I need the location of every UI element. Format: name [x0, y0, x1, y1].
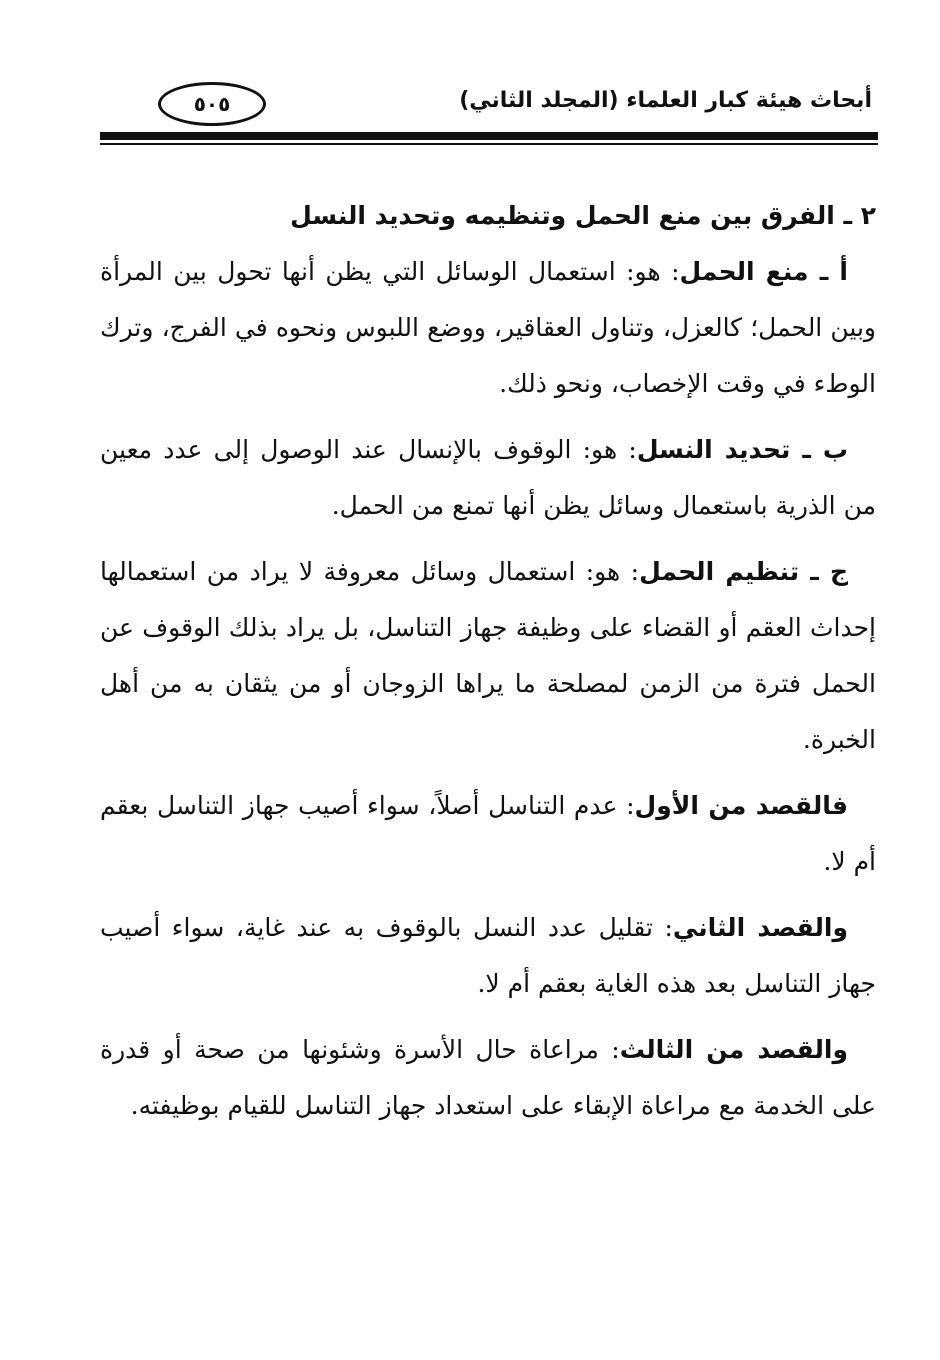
paragraph-text: : هو: استعمال الوسائل التي يظن أنها تحول بين المرأة وبين الحمل؛ كالعزل، وتناول العقاقير، ووضع اللبوس ونحوه في الفرج، وترك الوطء في وقت الإخصاب، ونحو ذلك. [100, 257, 876, 398]
term-label: والقصد الثاني [672, 913, 848, 942]
term-label: ب ـ تحديد النسل [636, 435, 848, 464]
paragraph-text: : تقليل عدد النسل بالوقوف به عند غاية، سواء أصيب جهاز التناسل بعد هذه الغاية بعقم أم لا. [100, 913, 876, 998]
paragraph-purpose-second [100, 900, 876, 1012]
header-rule-thin [100, 143, 878, 145]
running-title: أبحاث هيئة كبار العلماء (المجلد الثاني) [459, 88, 872, 113]
section-heading: ٢ ـ الفرق بين منع الحمل وتنظيمه وتحديد النسل [290, 201, 876, 230]
paragraph-text: : مراعاة حال الأسرة وشئونها من صحة أو قدرة على الخدمة مع مراعاة الإبقاء على استعداد جهاز التناسل للقيام بوظيفته. [100, 1035, 876, 1120]
header-rule-thick [100, 132, 878, 140]
paragraph-birth-regulation [100, 544, 876, 768]
term-label: فالقصد من الأول [634, 791, 848, 820]
paragraph-text: : هو: الوقوف بالإنسال عند الوصول إلى عدد معين من الذرية باستعمال وسائل يظن أنها تمنع من الحمل. [100, 435, 876, 520]
term-label: ج ـ تنظيم الحمل [639, 557, 848, 586]
page-body [100, 192, 876, 1144]
paragraph-birth-limitation [100, 422, 876, 534]
term-label: أ ـ منع الحمل [679, 257, 848, 286]
paragraph-contraception [100, 244, 876, 412]
paragraph-text: : عدم التناسل أصلاً، سواء أصيب جهاز التناسل بعقم أم لا. [100, 791, 876, 876]
page-number: ٥٠٥ [158, 82, 266, 126]
paragraph-purpose-third [100, 1022, 876, 1134]
running-header [100, 78, 880, 148]
paragraph-purpose-first [100, 778, 876, 890]
term-label: والقصد من الثالث [619, 1035, 848, 1064]
paragraph-text: : هو: استعمال وسائل معروفة لا يراد من استعمالها إحداث العقم أو القضاء على وظيفة جهاز التناسل، بل يراد بذلك الوقوف عن الحمل فترة من الزمن لمصلحة ما يراها الزوجان أو من يثقان به من أهل الخبرة. [100, 557, 877, 754]
